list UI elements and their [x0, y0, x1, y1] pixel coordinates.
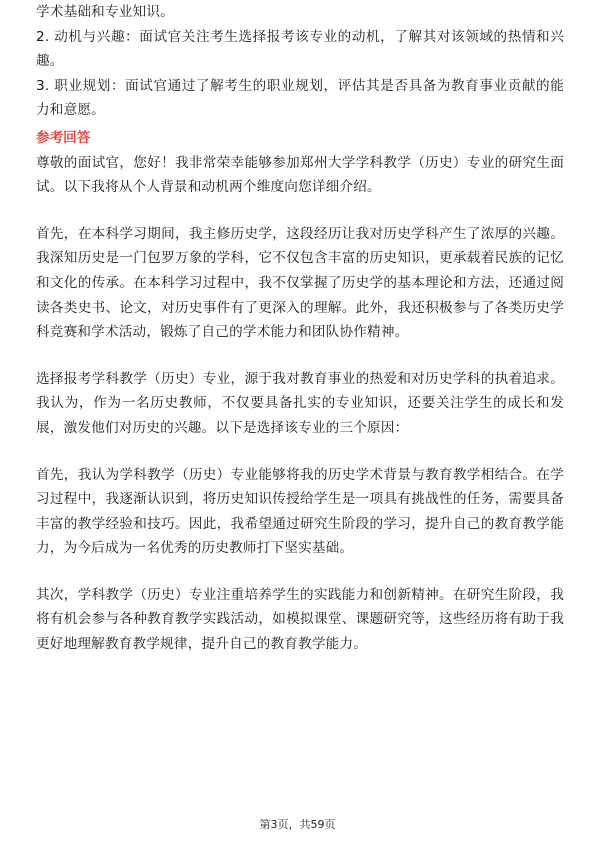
paragraph-background: 首先，在本科学习期间，我主修历史学，这段经历让我对历史学科产生了浓厚的兴趣。我深知历史是一门包罗万象的学科，它不仅包含丰富的历史知识，更承载着民族的记忆和文化的传承。在本科学习过程中，我不仅掌握了历史学的基本理论和方法，还通过阅读各类史书、论文，对历史事件有了更深入的理解。此外，我还积极参与了各类历史学科竞赛和学术活动，锻炼了自己的学术能力和团队协作精神。	[36, 225, 564, 341]
paragraph-intro: 尊敬的面试官，您好！我非常荣幸能够参加郑州大学学科教学（历史）专业的研究生面试。以下我将从个人背景和动机两个维度向您详细介绍。	[36, 154, 564, 196]
section-title: 参考回答	[36, 129, 91, 146]
paragraph-second: 其次，学科教学（历史）专业注重培养学生的实践能力和创新精神。在研究生阶段，我将有机会参与各种教育教学实践活动，如模拟课堂、课题研究等，这些经历将有助于我更好地理解教育教学规律，提升自己的教育教学能力。	[36, 586, 564, 653]
continuation-text: 学术基础和专业知识。	[36, 4, 174, 20]
paragraph-first: 首先，我认为学科教学（历史）专业能够将我的历史学术背景与教育教学相结合。在学习过程中，我逐渐认识到，将历史知识传授给学生是一项具有挑战性的任务，需要具备丰富的教学经验和技巧。因此，我希望通过研究生阶段的学习，提升自己的教育教学能力，为今后成为一名优秀的历史教师打下坚实基础。	[36, 466, 564, 557]
page-number: 第3页，共59页	[259, 818, 336, 831]
paragraph-reason: 选择报考学科教学（历史）专业，源于我对教育事业的热爱和对历史学科的执着追求。我认为，作为一名历史教师，不仅要具备扎实的专业知识，还要关注学生的成长和发展，激发他们对历史的兴趣。以下是选择该专业的三个原因：	[36, 370, 564, 436]
document-page	[36, 0, 564, 657]
list-item-career: 3. 职业规划：面试官通过了解考生的职业规划，评估其是否具备为教育事业贡献的能力和意愿。	[36, 77, 564, 119]
list-item-motivation: 2. 动机与兴趣：面试官关注考生选择报考该专业的动机，了解其对该领域的热情和兴趣。	[36, 28, 564, 70]
